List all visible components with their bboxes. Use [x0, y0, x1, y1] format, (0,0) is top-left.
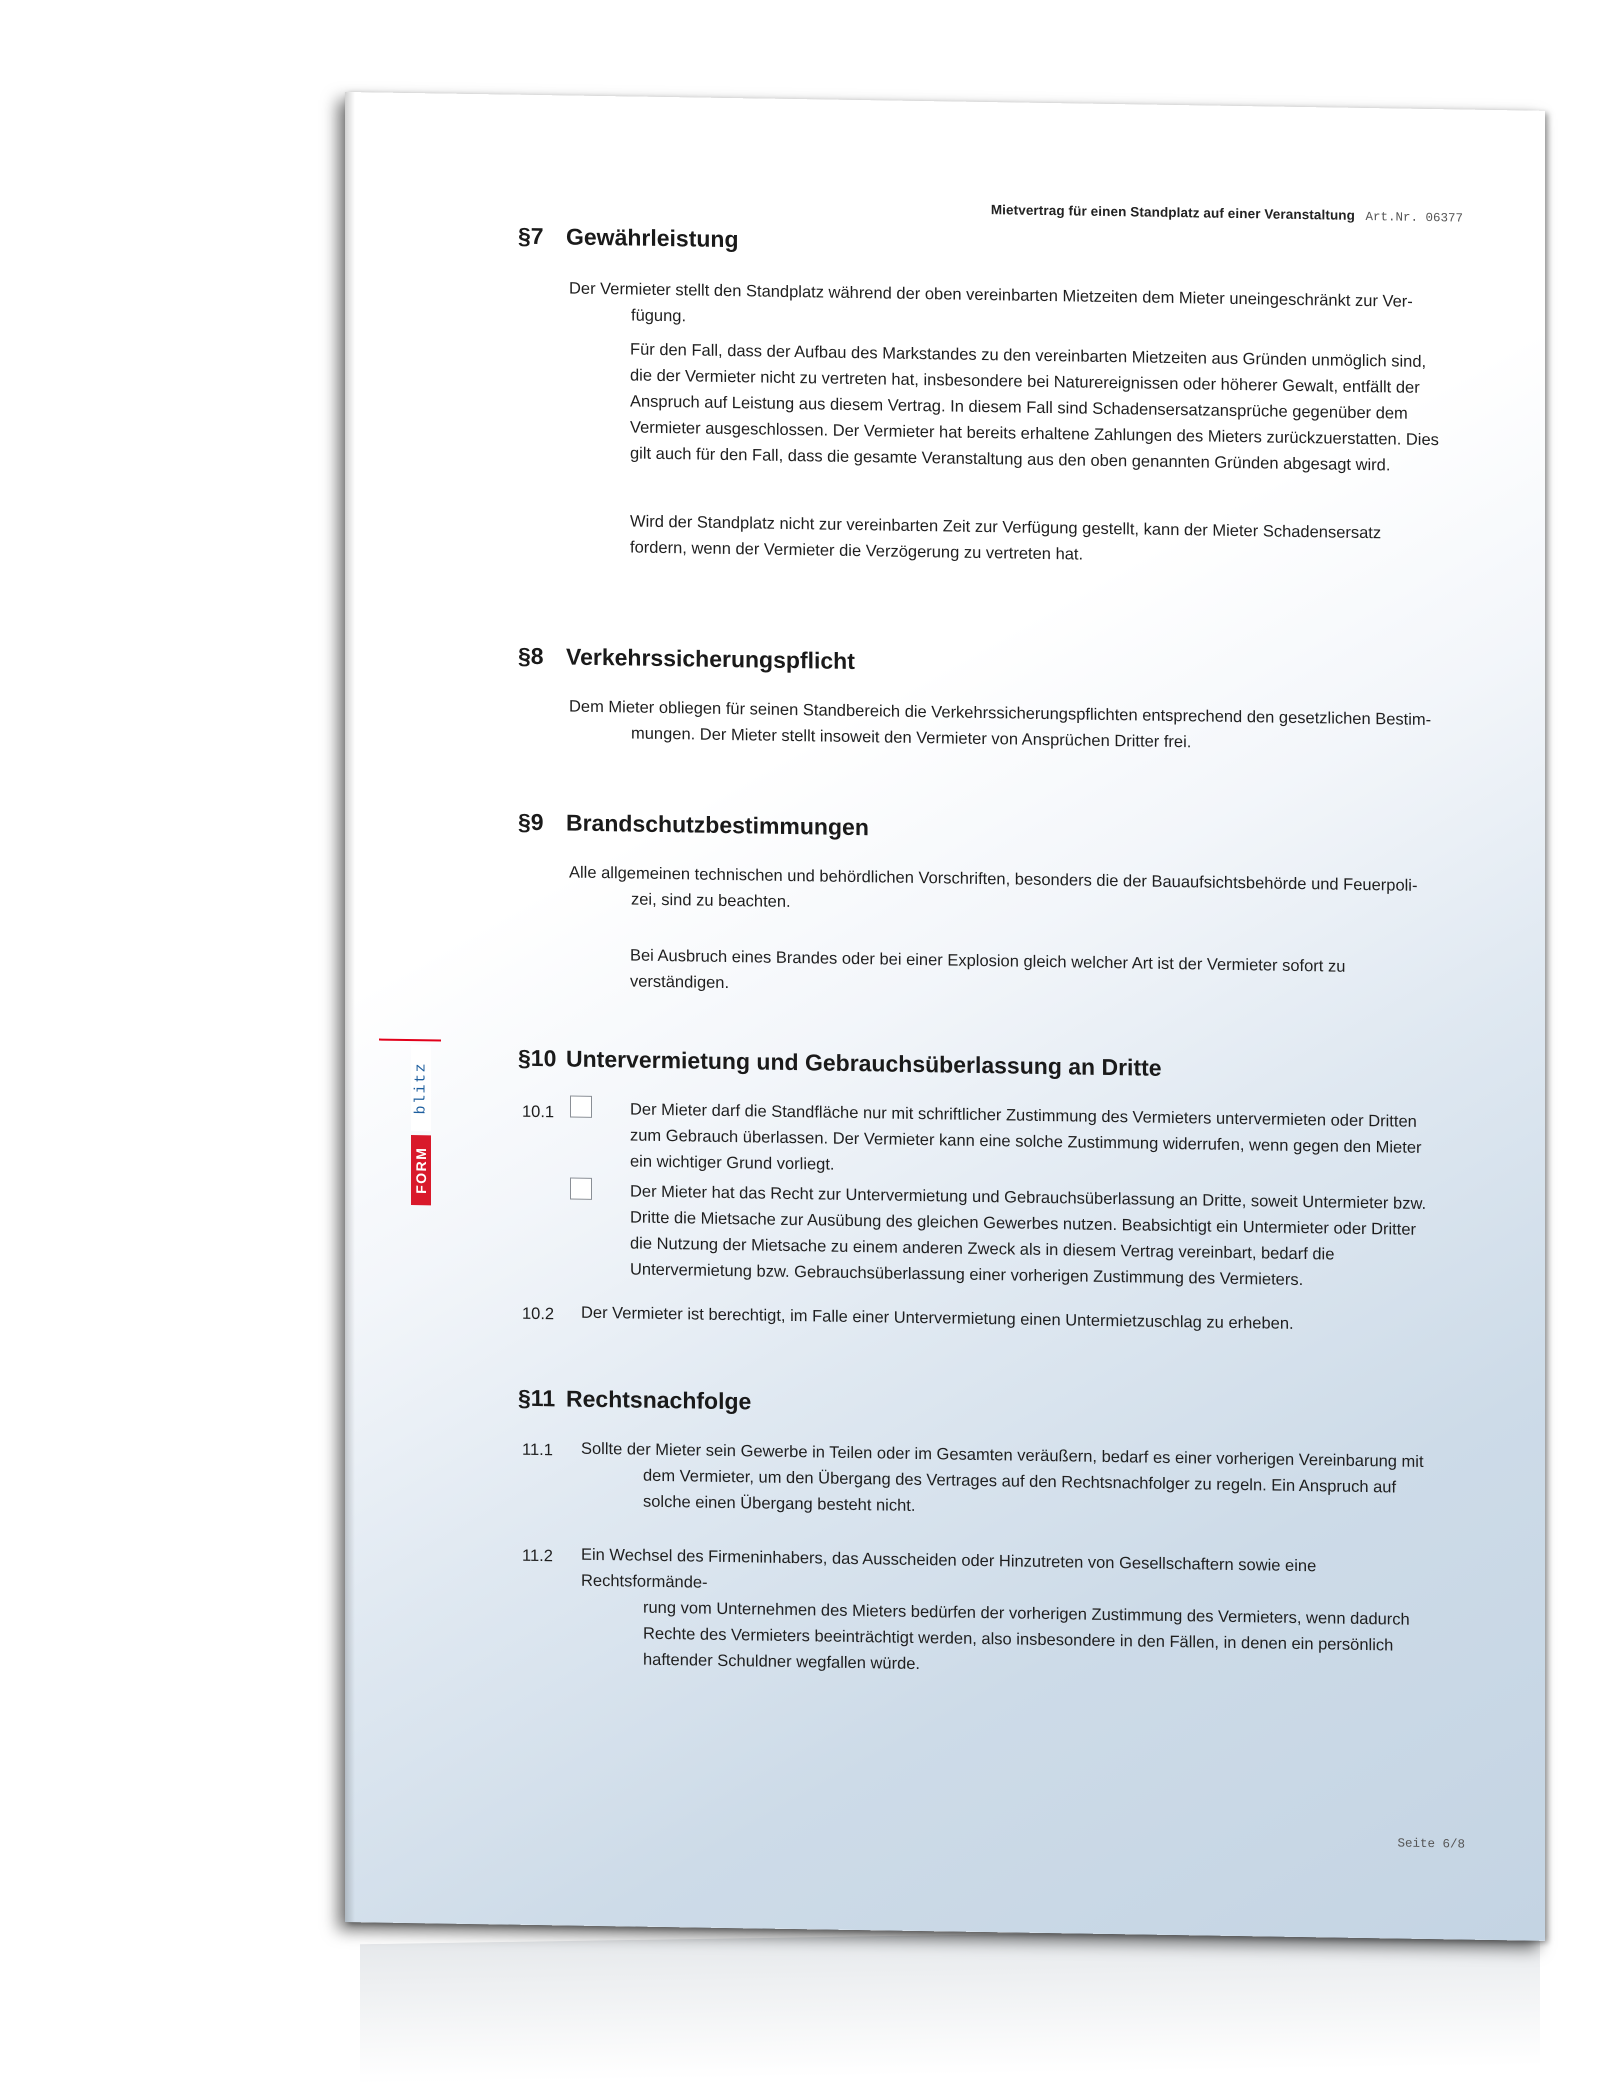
clause-10-1-option-b: Der Mieter hat das Recht zur Untervermietung und Gebrauchsüberlassung an Dritte, soweit Untermieter bzw. Dritte die Mietsache zur Ausübung des gleichen Gewerbes nutzen. Beabsichtigt ein Untermieter oder Dritter die Nutzung der Mietsache zu einem anderen Zweck als in diesem Vertrag vereinbart, bedarf die Untervermietung bzw. Gebrauchsüberlassung einer vorherigen Zustimmung des Vermieters. — [630, 1182, 1427, 1290]
page-edge-shadow — [345, 92, 355, 1922]
logo-blitz — [411, 1045, 431, 1131]
clause-11-2-number: 11.2 — [522, 1546, 553, 1566]
section-7-paragraph-2: Für den Fall, dass der Aufbau des Markstandes zu den vereinbarten Mietzeiten aus Gründen unmöglich sind, die der Vermieter nicht zu vertreten hat, insbesondere bei Naturereignissen oder höherer Gewalt, entfällt der Anspruch auf Leistung aus diesem Vertrag. In diesem Fall sind Schadensersatzansprüche gegenüber dem Vermieter ausgeschlossen. Der Vermieter hat bereits erhaltene Zahlungen des Mieters zurückzuerstatten. Dies gilt auch für den Fall, dass die gesamte Veranstaltung aus den oben genannten Gründen abgesagt wird. — [630, 340, 1439, 475]
section-11-number: §11 — [518, 1384, 556, 1412]
logo-form — [411, 1135, 431, 1205]
page-reflection — [360, 1926, 1540, 2085]
clause-10-2-number: 10.2 — [522, 1304, 555, 1324]
page-number: Seite 6/8 — [1397, 1836, 1465, 1852]
section-11-heading — [518, 1385, 751, 1416]
section-10-number: §10 — [518, 1044, 557, 1072]
section-8-number: §8 — [518, 642, 544, 670]
clause-11-1-text — [581, 1436, 1441, 1528]
clause-11-1-line1: Sollte der Mieter sein Gewerbe in Teilen oder im Gesamten veräußern, bedarf es einer vorherigen Vereinbarung mit — [581, 1439, 1424, 1471]
section-9-paragraph-2: Bei Ausbruch eines Brandes oder bei einer Explosion gleich welcher Art ist der Vermieter sofort zu verständigen. — [630, 946, 1346, 993]
section-9-title: Brandschutzbestimmungen — [566, 809, 869, 841]
clause-11-1-rest: dem Vermieter, um den Übergang des Vertrages auf den Rechtsnachfolger zu regeln. Ein Anspruch auf solche einen Übergang besteht nicht. — [643, 1466, 1397, 1515]
section-8-heading — [518, 643, 855, 675]
clause-10-1-option-a: Der Mieter darf die Standfläche nur mit schriftlicher Zustimmung des Vermieters untervermieten oder Dritten zum Gebrauch überlassen. Der Vermieter kann eine solche Zustimmung widerrufen, wenn gegen den Mieter ein wichtiger Grund vorliegt. — [630, 1100, 1422, 1174]
header-title: Mietvertrag für einen Standplatz auf einer Veranstaltung — [990, 202, 1355, 223]
section-7-p1-line1: Der Vermieter stellt den Standplatz während der oben vereinbarten Mietzeiten dem Mieter uneingeschränkt zur Ver- — [569, 279, 1413, 311]
clause-11-1-number: 11.1 — [522, 1440, 553, 1460]
logo-blitz-text: blitz — [412, 1061, 430, 1115]
section-8-p1-line2: mungen. Der Mieter stellt insoweit den Vermieter von Ansprüchen Dritter frei. — [631, 724, 1192, 752]
section-7-p1-line2: fügung. — [631, 306, 687, 326]
section-9-heading — [518, 809, 869, 842]
clause-11-2-rest: rung vom Unternehmen des Mieters bedürfen der vorherigen Zustimmung des Vermieters, wenn dadurch Rechte des Vermieters beeinträchtigt werden, also insbesondere in den Fällen, in denen ein persönlich haftender Schuldner wegfallen würde. — [643, 1598, 1410, 1674]
section-9-number: §9 — [518, 808, 544, 836]
section-7-title: Gewährleistung — [566, 223, 739, 253]
section-8-title: Verkehrssicherungspflicht — [566, 643, 855, 675]
section-7-paragraph-3: Wird der Standplatz nicht zur vereinbarten Zeit zur Verfügung gestellt, kann der Mieter Schadensersatz fordern, wenn der Vermieter die Verzögerung zu vertreten hat. — [630, 512, 1382, 564]
logo-accent-line — [379, 1039, 441, 1042]
section-9-p1-line1: Alle allgemeinen technischen und behördlichen Vorschriften, besonders die der Bauaufsichtsbehörde und Feuerpoli- — [569, 863, 1418, 895]
section-8-paragraph-1 — [569, 694, 1449, 760]
section-10-title: Untervermietung und Gebrauchsüberlassung an Dritte — [566, 1045, 1162, 1081]
section-7-paragraph-1 — [569, 276, 1449, 342]
clause-11-2-text — [581, 1542, 1441, 1686]
document-page — [345, 92, 1545, 1941]
article-number: Art.Nr. 06377 — [1365, 210, 1463, 226]
section-10-heading — [518, 1045, 1162, 1082]
section-11-title: Rechtsnachfolge — [566, 1385, 752, 1415]
section-8-p1-line1: Dem Mieter obliegen für seinen Standbereich die Verkehrssicherungspflichten entsprechend den gesetzlichen Bestim- — [569, 697, 1432, 730]
section-9-p1-line2: zei, sind zu beachten. — [631, 890, 791, 912]
option-10-1a-checkbox[interactable] — [570, 1096, 592, 1118]
clause-11-2-line1: Ein Wechsel des Firmeninhabers, das Ausscheiden oder Hinzutreten von Gesellschaftern sowie eine Rechtsformände- — [581, 1545, 1317, 1592]
option-10-1b-checkbox[interactable] — [570, 1178, 592, 1200]
section-9-paragraph-1 — [569, 860, 1449, 926]
clause-10-1-number: 10.1 — [522, 1102, 555, 1122]
section-7-number: §7 — [518, 222, 544, 250]
section-7-heading — [518, 223, 739, 253]
clause-10-2-text: Der Vermieter ist berechtigt, im Falle einer Untervermietung einen Untermietzuschlag zu erheben. — [581, 1303, 1294, 1333]
logo-form-text: FORM — [413, 1146, 429, 1194]
